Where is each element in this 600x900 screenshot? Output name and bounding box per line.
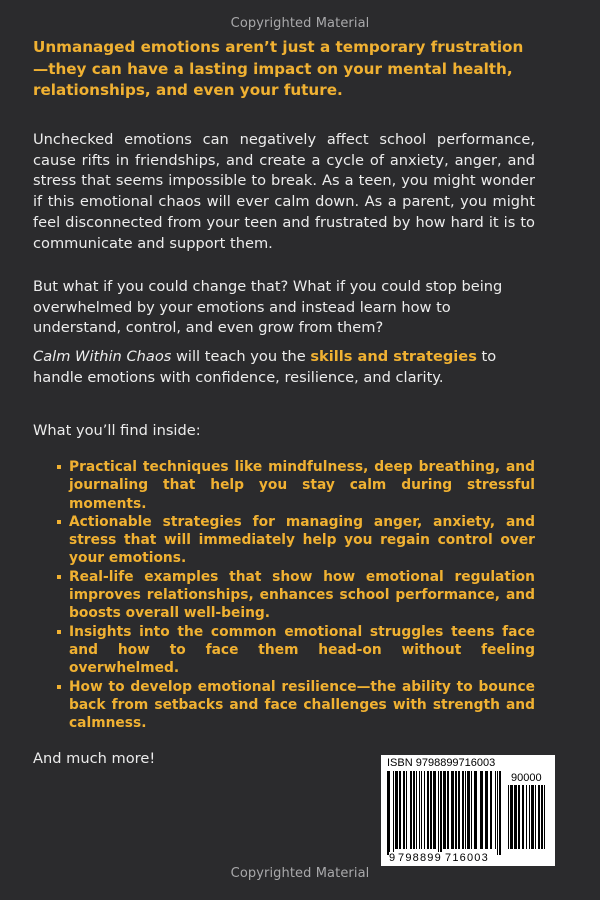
barcode-bar [490,771,492,849]
barcode-bar [447,771,449,849]
barcode-bar [387,771,390,855]
barcode-bar [393,771,394,855]
watermark-bottom: Copyrighted Material [230,866,370,881]
promise-text-middle: will teach you the [171,348,311,365]
barcode-bar [413,771,415,849]
isbn-barcode [381,755,555,866]
list-heading: What you’ll find inside: [33,422,201,439]
barcode-bar [526,785,527,849]
barcode-bar [465,771,466,849]
barcode-bar [421,771,422,849]
barcode-bar [508,785,509,849]
barcode-bar [410,771,412,849]
barcode-bars [387,771,505,855]
barcode-bar [430,771,432,849]
list-item: Practical techniques like mindfulness, deep breathing, and journaling that help you stay calm during stressful moments. [54,458,535,513]
isbn-label: ISBN 9798899716003 [387,757,496,769]
barcode-bar [495,771,496,849]
barcode-bar [497,771,498,855]
barcode-bar [455,771,457,849]
barcode-bar [419,771,420,849]
barcode-bar [416,771,417,849]
barcode-digits-right: 716003 [445,852,489,864]
barcode-bar [427,771,429,849]
barcode-bar [395,771,398,849]
barcode-bar [480,771,483,849]
barcode-bar [406,771,407,849]
skills-highlight: skills and strategies [310,348,477,365]
intro-statement: Unmanaged emotions aren’t just a temporary frustration—they can have a lasting impact on your mental health, relationships, and even your future. [33,38,524,99]
barcode-bar [544,785,545,849]
barcode-bar [485,771,488,849]
list-item: How to develop emotional resilience—the ability to bounce back from setbacks and face challenges with strength and calmness. [54,678,535,733]
paragraph-unchecked-emotions: Unchecked emotions can negatively affect school performance, cause rifts in friendships, and create a cycle of anxiety, anger, and stress that seems impossible to break. As a teen, you might wonder if this emotional chaos will ever calm down. As a parent, you might feel disconnected from your teen and frustrated by how hard it is to communicate and support them. [33,131,535,252]
paragraph-what-if: But what if you could change that? What if you could stop being overwhelmed by your emotions and instead learn how to understand, control, and even grow from them? [33,278,503,337]
list-item: Insights into the common emotional struggles teens face and how to face them head-on without feeling overwhelmed. [54,623,535,678]
barcode-bar [514,785,517,849]
barcode-bar [529,785,530,849]
barcode-bar [522,785,524,849]
barcode-digit-first: 9 [389,852,397,864]
list-item: Real-life examples that show how emotional regulation improves relationships, enhances school performance, and boosts overall well-being. [54,568,535,623]
barcode-bar [451,771,454,849]
closing-line: And much more! [33,750,156,767]
book-title: Calm Within Chaos [33,348,172,365]
paragraph-book-promise [33,347,535,388]
barcode-bar [424,771,425,849]
barcode-bar [399,771,401,849]
barcode-bar [518,785,520,849]
feature-list [54,458,535,732]
promise-text-end: to handle emotions with confidence, resilience, and clarity. [33,348,497,386]
barcode-addon-bars [508,785,550,855]
barcode-bar [403,771,405,849]
list-item: Actionable strategies for managing anger, anxiety, and stress that will immediately help you regain control over your emotions. [54,513,535,568]
barcode-bar [541,785,543,849]
barcode-digits-left: 798899 [398,852,442,864]
barcode-bar [531,785,534,849]
barcode-bar [467,771,470,849]
price-code: 90000 [511,772,542,784]
barcode-bar [474,771,477,849]
barcode-bar [462,771,464,849]
barcode-bar [440,771,442,855]
barcode-bar [510,785,513,849]
watermark-top: Copyrighted Material [230,16,370,31]
barcode-bar [499,771,501,855]
barcode-bar [438,771,439,855]
barcode-bar [471,771,472,849]
barcode-bar [443,771,446,849]
barcode-bar [458,771,460,849]
barcode-bar [535,785,536,849]
barcode-bar [433,771,436,849]
barcode-bar [538,785,540,849]
